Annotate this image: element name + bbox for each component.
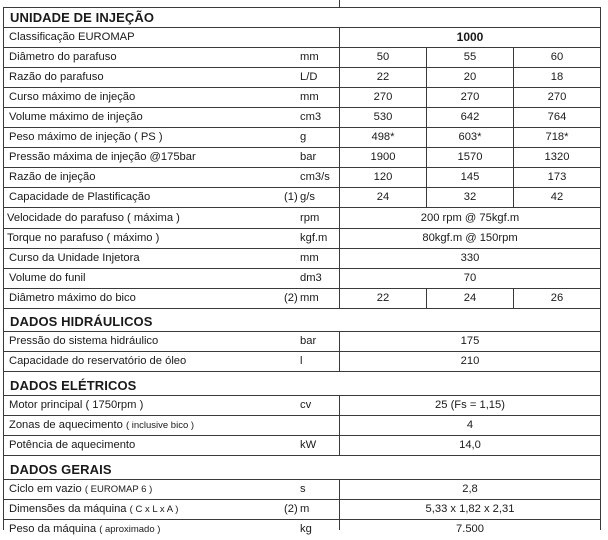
row-label-small: ( EUROMAP 6 ) bbox=[84, 484, 153, 495]
value-cell: 24 bbox=[376, 191, 390, 203]
footnote-ref: (2) bbox=[284, 503, 298, 515]
row-unit: bar bbox=[300, 151, 317, 163]
row-unit: bar bbox=[300, 335, 317, 347]
value-cell: 145 bbox=[460, 171, 480, 183]
value-cell: 4 bbox=[466, 419, 474, 431]
value-cell: 24 bbox=[463, 292, 477, 304]
row-unit: dm3 bbox=[300, 272, 322, 284]
row-unit: mm bbox=[300, 51, 319, 63]
value-cell: 42 bbox=[550, 191, 564, 203]
row-label-main: Zonas de aquecimento bbox=[9, 419, 123, 431]
row-label-main: Peso da máquina bbox=[9, 523, 97, 535]
value-cell: 50 bbox=[376, 51, 390, 63]
value-cell: 2,8 bbox=[462, 483, 478, 495]
value-cell: 70 bbox=[463, 272, 477, 284]
value-cell: 1570 bbox=[457, 151, 483, 163]
value-cell: 175 bbox=[460, 335, 480, 347]
value-cell: 55 bbox=[463, 51, 477, 63]
value-cell: 32 bbox=[463, 191, 477, 203]
value-cell: 18 bbox=[550, 71, 564, 83]
row-label: Potência de aquecimento bbox=[9, 439, 136, 451]
row-unit: mm bbox=[300, 252, 319, 264]
row-unit: mm bbox=[300, 91, 319, 103]
row-label: Pressão do sistema hidráulico bbox=[9, 335, 159, 347]
value-cell: 642 bbox=[460, 111, 480, 123]
row-label bbox=[9, 519, 160, 539]
value-cell: 120 bbox=[373, 171, 393, 183]
section-title-hydraulic: DADOS HIDRÁULICOS bbox=[10, 314, 153, 329]
row-unit: kgf.m bbox=[300, 232, 328, 244]
value-cell: 603* bbox=[458, 131, 482, 143]
row-label bbox=[9, 415, 194, 435]
row-unit: s bbox=[300, 483, 306, 495]
section-title-injection: UNIDADE DE INJEÇÃO bbox=[10, 10, 155, 25]
value-cell: 60 bbox=[550, 51, 564, 63]
row-label-small: ( C x L x A ) bbox=[129, 504, 179, 515]
value-cell: 173 bbox=[547, 171, 567, 183]
row-label: Curso máximo de injeção bbox=[9, 91, 136, 103]
value-cell: 270 bbox=[460, 91, 480, 103]
row-label: Curso da Unidade Injetora bbox=[9, 252, 140, 264]
value-cell: 530 bbox=[373, 111, 393, 123]
row-label: Pressão máxima de injeção @175bar bbox=[9, 151, 196, 163]
row-label: Razão do parafuso bbox=[9, 71, 104, 83]
value-cell: 26 bbox=[550, 292, 564, 304]
section-title-general: DADOS GERAIS bbox=[10, 462, 112, 477]
value-cell: 718* bbox=[545, 131, 569, 143]
footnote-ref: (2) bbox=[284, 292, 298, 304]
value-cell: 764 bbox=[547, 111, 567, 123]
section-title-electric: DADOS ELÉTRICOS bbox=[10, 378, 137, 393]
row-unit: g/s bbox=[300, 191, 315, 203]
value-cell: 210 bbox=[460, 355, 480, 367]
row-label-small: ( inclusive bico ) bbox=[125, 420, 195, 431]
row-label: Volume do funil bbox=[9, 272, 86, 284]
row-label-small: ( aproximado ) bbox=[99, 524, 161, 535]
row-label: Volume máximo de injeção bbox=[9, 111, 143, 123]
row-unit: m bbox=[300, 503, 310, 515]
value-cell: 22 bbox=[376, 71, 390, 83]
value-cell: 1320 bbox=[544, 151, 570, 163]
row-label: Razão de injeção bbox=[9, 171, 96, 183]
value-cell: 25 (Fs = 1,15) bbox=[435, 399, 505, 411]
value-cell: 22 bbox=[376, 292, 390, 304]
row-label: Velocidade do parafuso ( máxima ) bbox=[7, 212, 180, 224]
row-label bbox=[9, 479, 152, 499]
row-label: Peso máximo de injeção ( PS ) bbox=[9, 131, 163, 143]
row-unit: rpm bbox=[300, 212, 320, 224]
row-label-main: Dimensões da máquina bbox=[9, 503, 127, 515]
row-label: Motor principal ( 1750rpm ) bbox=[9, 399, 144, 411]
value-cell: 200 rpm @ 75kgf.m bbox=[420, 212, 520, 224]
value-cell: 270 bbox=[547, 91, 567, 103]
value-cell: 7.500 bbox=[456, 523, 484, 535]
row-label: Capacidade de Plastificação bbox=[9, 191, 151, 203]
row-unit: L/D bbox=[300, 71, 318, 83]
row-label: Capacidade do reservatório de óleo bbox=[9, 355, 187, 367]
value-cell: 80kgf.m @ 150rpm bbox=[422, 232, 518, 244]
row-unit: cv bbox=[300, 399, 312, 411]
row-label bbox=[9, 499, 178, 519]
value-cell: 270 bbox=[373, 91, 393, 103]
value-cell: 20 bbox=[463, 71, 477, 83]
value-cell: 5,33 x 1,82 x 2,31 bbox=[425, 503, 515, 515]
value-cell: 330 bbox=[460, 252, 480, 264]
classification-value: 1000 bbox=[456, 30, 484, 44]
row-label: Torque no parafuso ( máximo ) bbox=[7, 232, 160, 244]
row-unit: l bbox=[300, 355, 303, 367]
value-cell: 498* bbox=[371, 131, 395, 143]
footnote-ref: (1) bbox=[284, 191, 298, 203]
spec-table bbox=[3, 0, 601, 535]
value-cell: 1900 bbox=[370, 151, 396, 163]
row-unit: cm3/s bbox=[300, 171, 330, 183]
row-unit: kg bbox=[300, 523, 312, 535]
row-label: Diâmetro do parafuso bbox=[9, 51, 117, 63]
row-unit: g bbox=[300, 131, 307, 143]
value-cell: 14,0 bbox=[459, 439, 481, 451]
row-unit: kW bbox=[300, 439, 317, 451]
row-label: Diâmetro máximo do bico bbox=[9, 292, 136, 304]
classification-label: Classificação EUROMAP bbox=[9, 31, 135, 43]
row-unit: cm3 bbox=[300, 111, 322, 123]
row-label-main: Ciclo em vazio bbox=[9, 483, 82, 495]
row-unit: mm bbox=[300, 292, 319, 304]
